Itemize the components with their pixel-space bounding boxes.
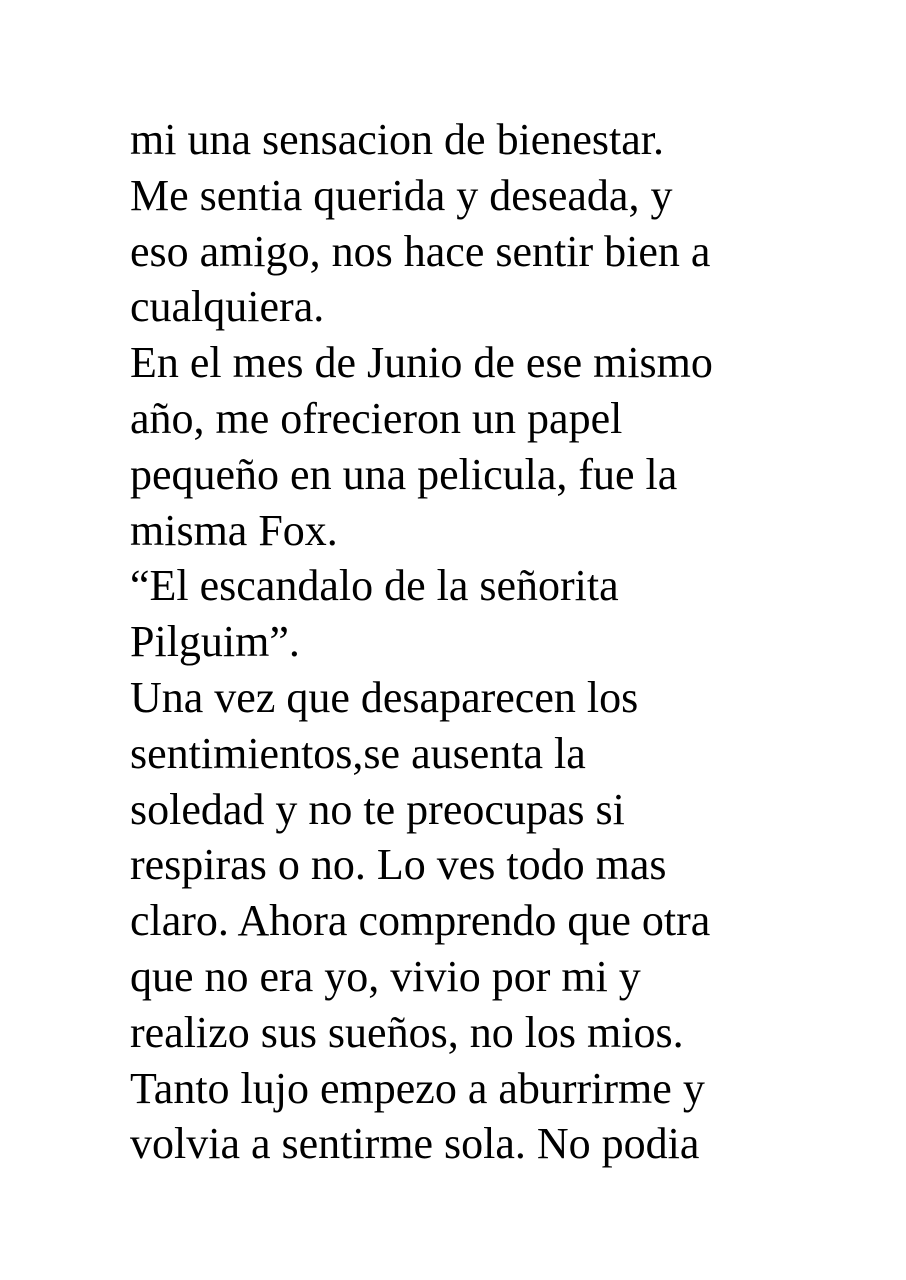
text-line: cualquiera. [130, 282, 325, 332]
text-line: eso amigo, nos hace sentir bien a [130, 226, 711, 276]
text-line: sentimientos,se ausenta la [130, 728, 586, 778]
text-line: mi una sensacion de bienestar. [130, 115, 664, 164]
text-line: año, me ofrecieron un papel [130, 393, 623, 443]
text-line: misma Fox. [130, 505, 338, 555]
text-line: Una vez que desaparecen los [130, 672, 639, 722]
body-text [130, 112, 850, 1172]
text-line: “El escandalo de la señorita [130, 561, 619, 611]
text-line: Pilguim”. [130, 617, 300, 667]
text-line: Tanto lujo empezo a aburrirme y [130, 1063, 705, 1113]
text-line: realizo sus sueños, no los mios. [130, 1007, 684, 1057]
text-line: En el mes de Junio de ese mismo [130, 338, 713, 388]
text-line: Me sentia querida y deseada, y [130, 170, 673, 220]
text-line: soledad y no te preocupas si [130, 784, 625, 834]
text-line: claro. Ahora comprendo que otra [130, 896, 711, 946]
text-line: pequeño en una pelicula, fue la [130, 449, 678, 499]
text-line: volvia a sentirme sola. No podia [130, 1119, 700, 1169]
text-line: que no era yo, vivio por mi y [130, 951, 641, 1001]
text-line: respiras o no. Lo ves todo mas [130, 840, 667, 890]
